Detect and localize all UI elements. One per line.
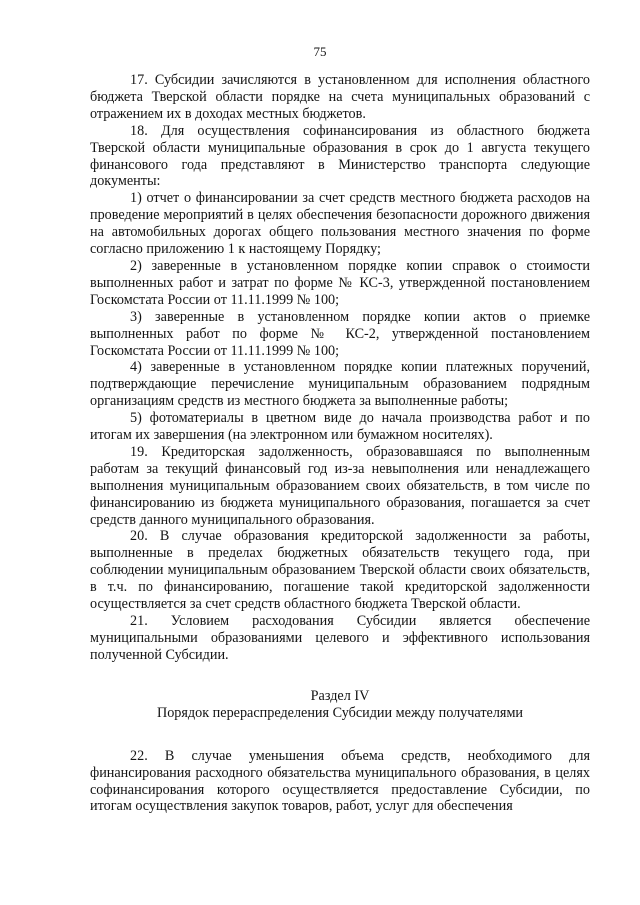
paragraph-19: 19. Кредиторская задолженность, образовавшаяся по выполненным работам за текущий финансовый год из-за невыполнения или ненадлежащего выполнения муниципальным образованием своих обязательств, в том числе по финансированию из бюджета муниципального образования, погашается за счет средств данного муниципального образования.	[90, 443, 590, 528]
list-item-3: 3) заверенные в установленном порядке копии актов о приемке выполненных работ по форме № КС-2, утвержденной постановлением Госкомстата России от 11.11.1999 № 100;	[90, 308, 590, 359]
section-subtitle: Порядок перераспределения Субсидии между получателями	[156, 704, 524, 721]
paragraph-22: 22. В случае уменьшения объема средств, необходимого для финансирования расходного обязательства муниципального образования, в целях софинансирования которого осуществляется предоставление Субсидии, по итогам осуществления закупок товаров, работ, услуг для обеспечения	[90, 747, 590, 815]
paragraph-18: 18. Для осуществления софинансирования из областного бюджета Тверской области муниципальные образования в срок до 1 августа текущего финансового года представляют в Министерство транспорта следующие документы:	[90, 122, 590, 190]
paragraph-21: 21. Условием расходования Субсидии является обеспечение муниципальными образованиями целевого и эффективного использования полученной Субсидии.	[90, 613, 590, 663]
paragraph-17: 17. Субсидии зачисляются в установленном для исполнения областного бюджета Тверской области порядке на счета муниципальных образований с отражением их в доходах местных бюджетов.	[90, 72, 590, 122]
list-item-2: 2) заверенные в установленном порядке копии справок о стоимости выполненных работ и затрат по форме № КС-3, утвержденной постановлением Госкомстата России от 11.11.1999 № 100;	[90, 257, 590, 308]
page-body	[90, 72, 590, 815]
page-number: 75	[313, 44, 327, 59]
list-item-5: 5) фотоматериалы в цветном виде до начала производства работ и по итогам их завершения (на электронном или бумажном носителях).	[90, 410, 590, 444]
list-item-4: 4) заверенные в установленном порядке копии платежных поручений, подтверждающие перечисление муниципальным образованием подрядным организациям средств из местного бюджета за выполненные работы;	[90, 359, 590, 410]
section-title: Раздел IV	[310, 687, 370, 704]
paragraph-20: 20. В случае образования кредиторской задолженности за работы, выполненные в пределах бюджетных обязательств текущего года, при соблюдении муниципальным образованием Тверской области своих обязательств, в т.ч. по финансированию, погашение такой кредиторской задолженности осуществляется за счет средств областного бюджета Тверской области.	[90, 528, 590, 613]
list-item-1: 1) отчет о финансировании за счет средств местного бюджета расходов на проведение мероприятий в целях обеспечения безопасности дорожного движения на автомобильных дорогах общего пользования местного значения по форме согласно приложению 1 к настоящему Порядку;	[90, 190, 590, 258]
